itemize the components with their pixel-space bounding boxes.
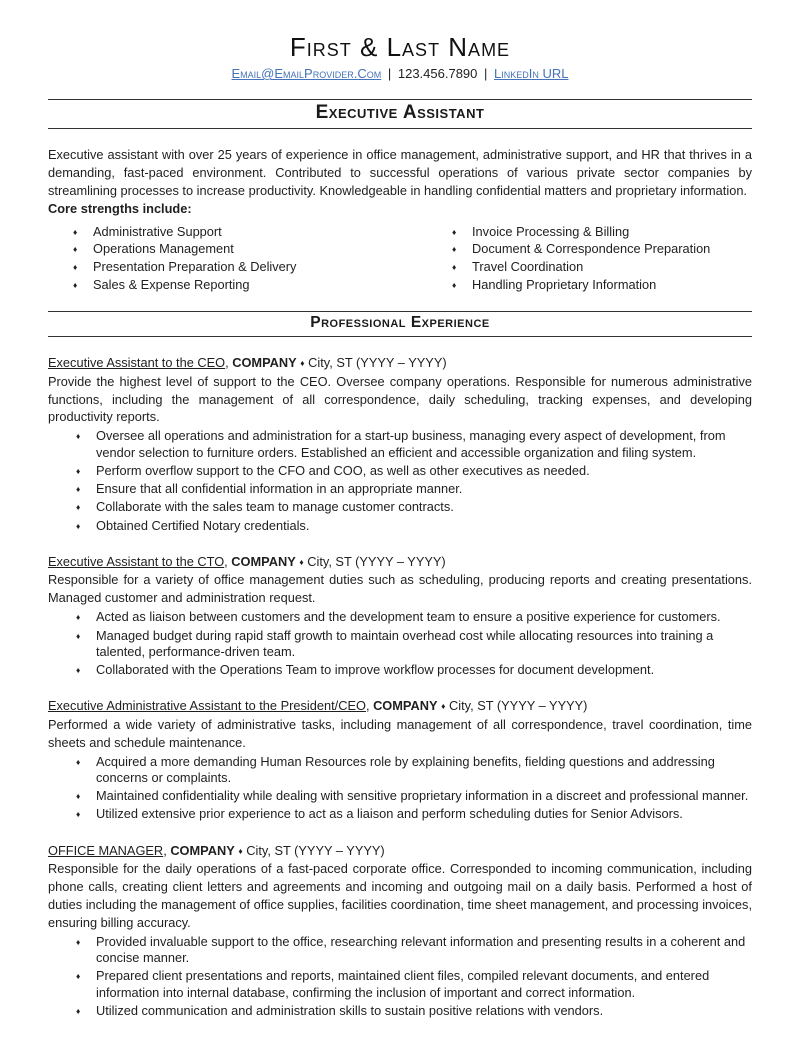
comma-separator: , xyxy=(365,698,370,714)
job-title: Executive Administrative Assistant to the President/CEO xyxy=(48,698,366,714)
comma-separator: , xyxy=(163,842,167,858)
diamond-separator-icon: ♦ xyxy=(441,701,446,712)
bullet-text: Maintained confidentiality while dealing with sensitive proprietary information in a discreet and professional manner. xyxy=(96,788,749,804)
job-bullet xyxy=(76,518,752,534)
job-description: Provide the highest level of support to the CEO. Oversee company operations. Responsible for numerous administrative functions, including the management of all correspondence, daily scheduling, tracking expenses, and developing productivity reports. xyxy=(48,373,752,425)
strength-item xyxy=(73,277,452,294)
diamond-bullet-icon: ♦ xyxy=(452,261,457,272)
diamond-bullet-icon: ♦ xyxy=(452,279,457,290)
job-title: Executive Assistant to the CEO xyxy=(48,355,226,371)
diamond-bullet-icon: ♦ xyxy=(73,244,78,255)
diamond-bullet-icon: ♦ xyxy=(73,279,78,290)
job-bullet xyxy=(76,481,752,497)
bullet-text: Obtained Certified Notary credentials. xyxy=(96,517,310,533)
job-bullet xyxy=(76,609,752,625)
job-description: Responsible for the daily operations of a fast-paced corporate office. Corresponded to incoming communication, including phone calls, creating client letters and agreements and incoming and outgoing mail on a daily basis. Performed a host of duties including the management of office supplies, facilities coordination, time sheet management, and processing invoices, ensuring billing accuracy. xyxy=(48,861,752,930)
job-location: City, ST (YYYY – YYYY) xyxy=(307,553,446,569)
experience-section-bar xyxy=(48,311,752,337)
strength-item xyxy=(73,241,452,258)
job-heading xyxy=(48,553,752,572)
strength-text: Handling Proprietary Information xyxy=(472,276,657,292)
job-bullet xyxy=(76,934,752,967)
bullet-text: Acted as liaison between customers and the development team to ensure a positive experience for customers. xyxy=(96,609,721,625)
strength-item xyxy=(452,241,752,258)
job-company: COMPANY xyxy=(170,842,235,858)
job-bullet xyxy=(76,968,752,1001)
experience-section xyxy=(48,354,752,1019)
diamond-bullet-icon: ♦ xyxy=(76,809,81,820)
strength-item xyxy=(73,224,452,241)
diamond-bullet-icon: ♦ xyxy=(76,665,81,675)
email-link[interactable]: Email@EmailProvider.Com xyxy=(231,66,382,81)
job-bullet xyxy=(76,806,752,822)
job-title: OFFICE MANAGER xyxy=(48,842,164,858)
strength-text: Invoice Processing & Billing xyxy=(472,223,630,239)
diamond-bullet-icon: ♦ xyxy=(452,226,457,237)
job-bullet-list xyxy=(48,754,752,823)
diamond-separator-icon: ♦ xyxy=(299,556,304,567)
headline-bar xyxy=(48,99,752,129)
diamond-bullet-icon: ♦ xyxy=(73,261,78,272)
diamond-bullet-icon: ♦ xyxy=(76,484,81,495)
bullet-text: Collaborated with the Operations Team to improve workflow processes for document development. xyxy=(96,662,655,677)
diamond-bullet-icon: ♦ xyxy=(452,244,457,255)
job-title: Executive Assistant to the CTO xyxy=(48,553,225,569)
diamond-bullet-icon: ♦ xyxy=(76,971,81,982)
bullet-text: Collaborate with the sales team to manage customer contracts. xyxy=(96,499,454,515)
summary-paragraph: Executive assistant with over 25 years of experience in office management, administrative support, and HR that thrives in a demanding, fast-paced environment. Contributed to successful operations of various private sector companies by streamlining processes to increase productivity. Knowledgeable in handling confidential matters and proprietary information. xyxy=(48,147,752,199)
job-entry xyxy=(48,354,752,534)
job-location: City, ST (YYYY – YYYY) xyxy=(246,842,385,858)
contact-separator: | xyxy=(484,66,488,81)
diamond-bullet-icon: ♦ xyxy=(76,756,81,767)
job-bullet-list xyxy=(48,609,752,678)
job-heading xyxy=(48,354,752,373)
diamond-bullet-icon: ♦ xyxy=(76,630,81,641)
strength-item xyxy=(73,259,452,276)
strengths-list-left xyxy=(73,223,452,294)
job-entry xyxy=(48,553,752,678)
strength-text: Sales & Expense Reporting xyxy=(93,276,250,292)
candidate-name: First & Last Name xyxy=(289,32,511,62)
job-bullet xyxy=(76,754,752,787)
strength-item xyxy=(452,277,752,294)
diamond-bullet-icon: ♦ xyxy=(73,226,78,237)
strength-text: Presentation Preparation & Delivery xyxy=(93,258,297,274)
job-location: City, ST (YYYY – YYYY) xyxy=(449,698,588,714)
phone-number: 123.456.7890 xyxy=(397,66,478,81)
strengths-label: Core strengths include: xyxy=(48,201,192,217)
job-heading xyxy=(48,697,752,716)
diamond-bullet-icon: ♦ xyxy=(76,502,81,513)
bullet-text: Utilized extensive prior experience to act as a liaison and perform scheduling duties for Senior Advisors. xyxy=(96,806,683,822)
diamond-bullet-icon: ♦ xyxy=(76,791,81,802)
strength-text: Document & Correspondence Preparation xyxy=(472,241,711,257)
contact-line xyxy=(48,66,752,81)
strength-text: Administrative Support xyxy=(93,223,222,239)
job-description: Responsible for a variety of office management duties such as scheduling, producing reports and creating presentations. Managed customer and administration request. xyxy=(48,572,752,606)
job-bullet xyxy=(76,788,752,804)
job-location: City, ST (YYYY – YYYY) xyxy=(308,355,447,371)
job-heading xyxy=(48,842,752,861)
job-company: COMPANY xyxy=(232,355,297,371)
job-bullet xyxy=(76,499,752,515)
diamond-separator-icon: ♦ xyxy=(300,358,305,369)
job-bullet xyxy=(76,628,752,661)
diamond-bullet-icon: ♦ xyxy=(76,520,81,531)
diamond-bullet-icon: ♦ xyxy=(76,431,81,442)
job-company: COMPANY xyxy=(231,553,296,569)
bullet-text: Utilized communication and administration skills to sustain positive relations with vendors. xyxy=(96,1002,604,1018)
resume-header xyxy=(48,32,752,81)
job-entry xyxy=(48,697,752,822)
job-entry xyxy=(48,842,752,1019)
summary-section xyxy=(48,146,752,293)
comma-separator: , xyxy=(225,355,229,371)
comma-separator: , xyxy=(224,553,228,569)
diamond-bullet-icon: ♦ xyxy=(76,1005,81,1016)
strengths-list-right xyxy=(452,223,752,294)
job-bullet xyxy=(76,662,752,678)
diamond-separator-icon: ♦ xyxy=(238,845,243,856)
bullet-text: Acquired a more demanding Human Resources role by explaining benefits, fielding questions and addressing concerns or complaints. xyxy=(96,753,715,785)
job-bullet-list xyxy=(48,428,752,534)
strength-text: Travel Coordination xyxy=(472,258,584,274)
diamond-bullet-icon: ♦ xyxy=(76,612,81,623)
diamond-bullet-icon: ♦ xyxy=(76,936,81,947)
job-company: COMPANY xyxy=(373,698,438,714)
job-description: Performed a wide variety of administrative tasks, including management of all correspondence, travel coordination, time sheets and schedule maintenance. xyxy=(48,716,752,750)
job-bullet xyxy=(76,463,752,479)
bullet-text: Perform overflow support to the CFO and COO, as well as other executives as needed. xyxy=(96,462,590,478)
diamond-bullet-icon: ♦ xyxy=(76,465,81,476)
strength-item xyxy=(452,224,752,241)
strength-text: Operations Management xyxy=(93,241,234,257)
headline-title: Executive Assistant xyxy=(315,102,485,123)
contact-separator: | xyxy=(387,66,392,81)
bullet-text: Ensure that all confidential information in an appropriate manner. xyxy=(96,481,463,497)
bullet-text: Managed budget during rapid staff growth to maintain overhead cost while allocating resources into training a talented, performance-driven team. xyxy=(96,627,714,659)
bullet-text: Oversee all operations and administration for a start-up business, managing every aspect of development, from vendor selection to furniture orders. Established an efficient and accessible organization and filing system. xyxy=(96,428,726,460)
linkedin-link[interactable]: LinkedIn URL xyxy=(494,66,569,81)
strengths-columns xyxy=(48,223,752,294)
job-bullet xyxy=(76,428,752,461)
job-bullet-list xyxy=(48,934,752,1019)
bullet-text: Prepared client presentations and reports, maintained client files, compiled relevant documents, and entered information into internal database, confirming the inclusion of important and correct information. xyxy=(96,968,710,1000)
job-bullet xyxy=(76,1003,752,1019)
bullet-text: Provided invaluable support to the office, researching relevant information and presenting results in a coherent and concise manner. xyxy=(96,933,746,966)
strength-item xyxy=(452,259,752,276)
experience-section-title: Professional Experience xyxy=(310,314,490,332)
